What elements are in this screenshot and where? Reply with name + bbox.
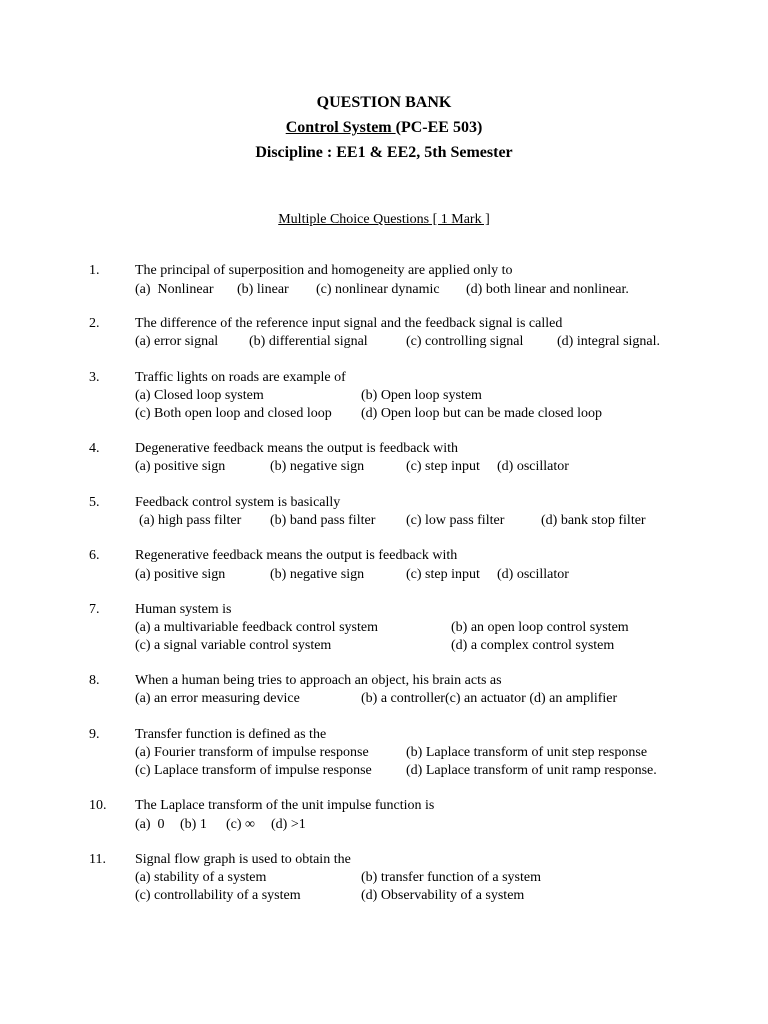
question-number: 1. [89,263,100,278]
option-c: (c) low pass filter [406,513,505,528]
option-a: (a) stability of a system [135,870,267,885]
option-c: (c) Both open loop and closed loop [135,406,332,421]
course-line [0,118,768,138]
question-number: 11. [89,852,106,867]
document-title: QUESTION BANK [316,94,452,111]
question-text: Regenerative feedback means the output is feedback with [135,548,458,563]
question-text: Signal flow graph is used to obtain the [135,852,351,867]
question-text: Transfer function is defined as the [135,727,327,742]
question-text: When a human being tries to approach an object, his brain acts as [135,673,502,688]
question-number: 6. [89,548,100,563]
question-text: Traffic lights on roads are example of [135,370,346,385]
option-c: (c) Laplace transform of impulse response [135,763,372,778]
course-code: (PC-EE 503) [395,119,483,136]
course-name: Control System [285,119,396,136]
option-d: (d) integral signal. [557,334,661,349]
option-d: (d) Observability of a system [361,888,525,903]
question-text: Human system is [135,602,232,617]
option-c: (c) ∞ [226,817,256,832]
option-d: (d) Open loop but can be made closed loop [361,406,603,421]
option-a: (a) positive sign [135,459,226,474]
option-c: (c) an actuator [444,691,526,706]
question-number: 4. [89,441,100,456]
option-c: (c) nonlinear dynamic [316,282,440,297]
option-b-text: (b) a controller [361,691,445,706]
option-a: (a) Nonlinear [135,282,214,297]
option-d: (d) oscillator [497,459,569,474]
option-b: (b) an open loop control system [451,620,629,635]
option-b: (b) negative sign [270,459,365,474]
question-text: Degenerative feedback means the output is feedback with [135,441,459,456]
question-number: 8. [89,673,100,688]
option-d: (d) bank stop filter [541,513,646,528]
option-b: (b) Open loop system [361,388,482,403]
question-number: 9. [89,727,100,742]
option-d: (d) oscillator [497,567,569,582]
option-a: (a) 0 [135,817,165,832]
option-b: (b) differential signal [249,334,368,349]
option-b: (b) band pass filter [270,513,376,528]
option-b: (b) transfer function of a system [361,870,541,885]
option-d: (d) Laplace transform of unit ramp response. [406,763,657,778]
option-a: (a) error signal [135,334,219,349]
question-number: 7. [89,602,100,617]
question-text: Feedback control system is basically [135,495,341,510]
option-b: (b) 1 [180,817,207,832]
option-a: (a) Fourier transform of impulse response [135,745,369,760]
question-text: The principal of superposition and homogeneity are applied only to [135,263,513,278]
option-c: (c) step input [406,459,480,474]
option-d: (d) both linear and nonlinear. [466,282,629,297]
option-c: (c) step input [406,567,480,582]
option-b: (b) Laplace transform of unit step response [406,745,648,760]
option-b: (b) negative sign [270,567,365,582]
option-d: (d) an amplifier [529,691,618,706]
option-a: (a) a multivariable feedback control system [135,620,378,635]
option-d: (d) a complex control system [451,638,615,653]
question-text: The Laplace transform of the unit impulse function is [135,798,435,813]
section-title: Multiple Choice Questions [ 1 Mark ] [278,212,490,227]
question-number: 3. [89,370,100,385]
option-a: (a) positive sign [135,567,226,582]
option-c: (c) controllability of a system [135,888,301,903]
option-a: (a) Closed loop system [135,388,264,403]
option-d: (d) >1 [271,817,306,832]
option-a: (a) an error measuring device [135,691,300,706]
option-b: (b) linear [237,282,289,297]
question-text: The difference of the reference input signal and the feedback signal is called [135,316,563,331]
question-number: 2. [89,316,100,331]
option-a: (a) high pass filter [139,513,242,528]
discipline-line: Discipline : EE1 & EE2, 5th Semester [255,144,513,161]
option-c: (c) controlling signal [406,334,524,349]
option-c: (c) a signal variable control system [135,638,332,653]
question-number: 5. [89,495,100,510]
option-b [361,690,617,708]
question-number: 10. [89,798,107,813]
